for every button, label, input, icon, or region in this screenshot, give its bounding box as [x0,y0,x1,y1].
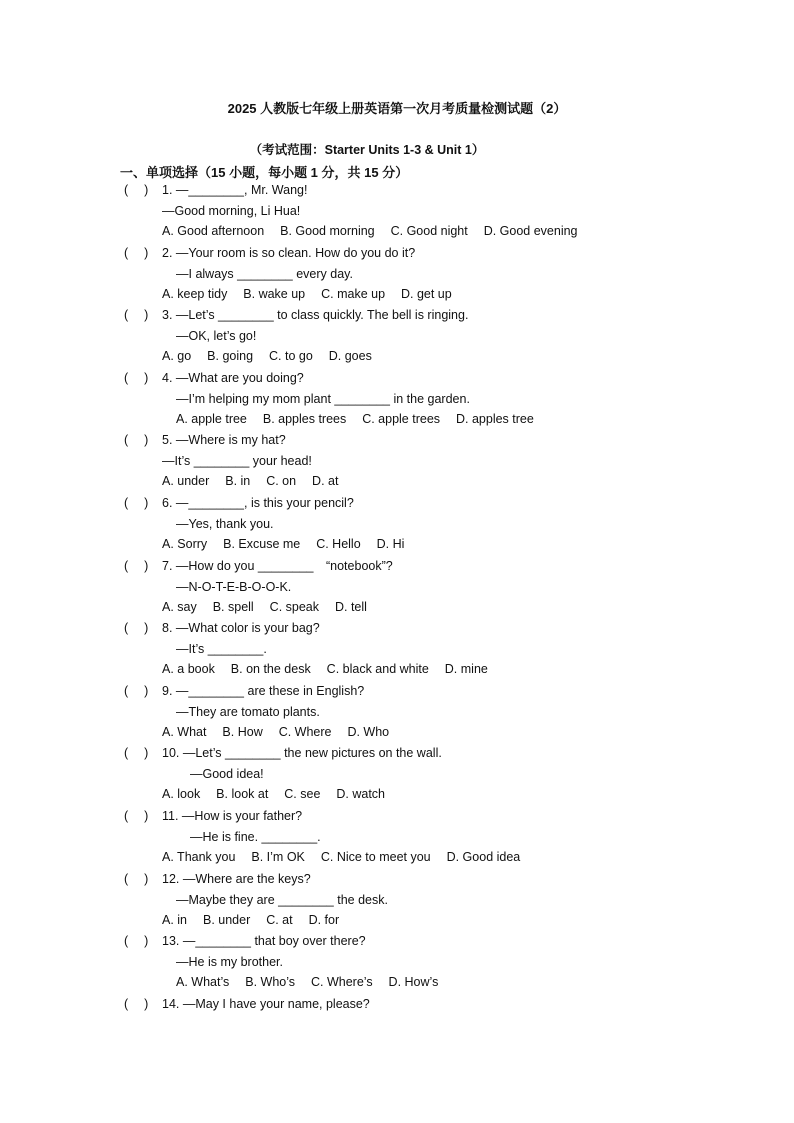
answer-paren[interactable]: ( ) [124,746,149,761]
answer-text: —I always ________ every day. [176,266,353,281]
question-text: 6. —________, is this your pencil? [162,495,354,510]
answer-paren[interactable]: ( ) [124,558,149,573]
answer-text: —Good morning, Li Hua! [162,204,301,218]
options-text: A. say B. spell C. speak D. tell [162,599,367,614]
exam-title: 2025 人教版七年级上册英语第一次月考质量检测试题（2） [227,101,567,116]
question-item [0,556,794,619]
answer-text: —He is my brother. [176,955,283,970]
question-list [0,180,794,1056]
question-item [0,493,794,556]
options-text: A. Good afternoon B. Good morning C. Good night D. Good evening [162,224,578,238]
options-text: A. Sorry B. Excuse me C. Hello D. Hi [162,536,405,551]
answer-paren[interactable]: ( ) [124,183,149,197]
options-text: A. What B. How C. Where D. Who [162,724,390,739]
answer-paren[interactable]: ( ) [124,934,149,949]
question-item [0,368,794,431]
section-heading: 一、单项选择（15 小题，每小题 1 分，共 15 分） [120,165,409,180]
question-item [0,430,794,493]
question-text: 5. —Where is my hat? [162,433,286,448]
options-text: A. apple tree B. apples trees C. apple trees D. apples tree [176,411,534,426]
answer-paren[interactable]: ( ) [124,370,149,385]
question-text: 1. —________, Mr. Wang! [162,183,308,197]
question-item [0,743,794,806]
answer-text: —Maybe they are ________ the desk. [176,892,388,907]
answer-paren[interactable]: ( ) [124,308,149,323]
answer-paren[interactable]: ( ) [124,996,149,1011]
answer-text: —It’s ________ your head! [162,454,312,469]
answer-text: —I’m helping my mom plant ________ in the garden. [176,391,470,406]
question-item [0,180,794,243]
question-item [0,806,794,869]
question-text: 7. —How do you ________ “notebook”? [162,558,393,573]
question-text: 10. —Let’s ________ the new pictures on the wall. [162,746,442,761]
answer-text: —N-O-T-E-B-O-O-K. [176,579,292,594]
options-text: A. in B. under C. at D. for [162,912,340,927]
question-text: 12. —Where are the keys? [162,871,311,886]
answer-paren[interactable]: ( ) [124,433,149,448]
question-text: 14. —May I have your name, please? [162,996,370,1011]
question-item [0,931,794,994]
answer-text: —They are tomato plants. [176,704,320,719]
question-text: 9. —________ are these in English? [162,683,365,698]
question-item [0,243,794,306]
answer-paren[interactable]: ( ) [124,621,149,636]
answer-paren[interactable]: ( ) [124,245,149,260]
options-text: A. What’s B. Who’s C. Where’s D. How’s [176,975,439,990]
question-text: 3. —Let’s ________ to class quickly. The bell is ringing. [162,308,469,323]
options-text: A. keep tidy B. wake up C. make up D. get up [162,286,452,301]
answer-text: —He is fine. ________. [190,829,321,844]
answer-text: —Good idea! [190,767,264,782]
question-item [0,305,794,368]
options-text: A. under B. in C. on D. at [162,474,339,489]
question-text: 8. —What color is your bag? [162,621,320,636]
answer-paren[interactable]: ( ) [124,808,149,823]
answer-paren[interactable]: ( ) [124,683,149,698]
options-text: A. go B. going C. to go D. goes [162,349,372,364]
options-text: A. a book B. on the desk C. black and white D. mine [162,662,488,677]
exam-scope: （考试范围：Starter Units 1-3 & Unit 1） [249,143,485,157]
question-text: 4. —What are you doing? [162,370,304,385]
question-text: 13. —________ that boy over there? [162,934,366,949]
answer-text: —It’s ________. [176,642,267,657]
question-item [0,618,794,681]
answer-text: —OK, let’s go! [176,329,257,344]
options-text: A. Thank you B. I’m OK C. Nice to meet you D. Good idea [162,849,521,864]
question-text: 11. —How is your father? [162,808,303,823]
question-item [0,681,794,744]
question-item [0,994,794,1057]
answer-text: —Yes, thank you. [176,516,274,531]
question-text: 2. —Your room is so clean. How do you do it? [162,245,416,260]
answer-paren[interactable]: ( ) [124,495,149,510]
answer-paren[interactable]: ( ) [124,871,149,886]
question-item [0,869,794,932]
options-text: A. look B. look at C. see D. watch [162,787,385,802]
